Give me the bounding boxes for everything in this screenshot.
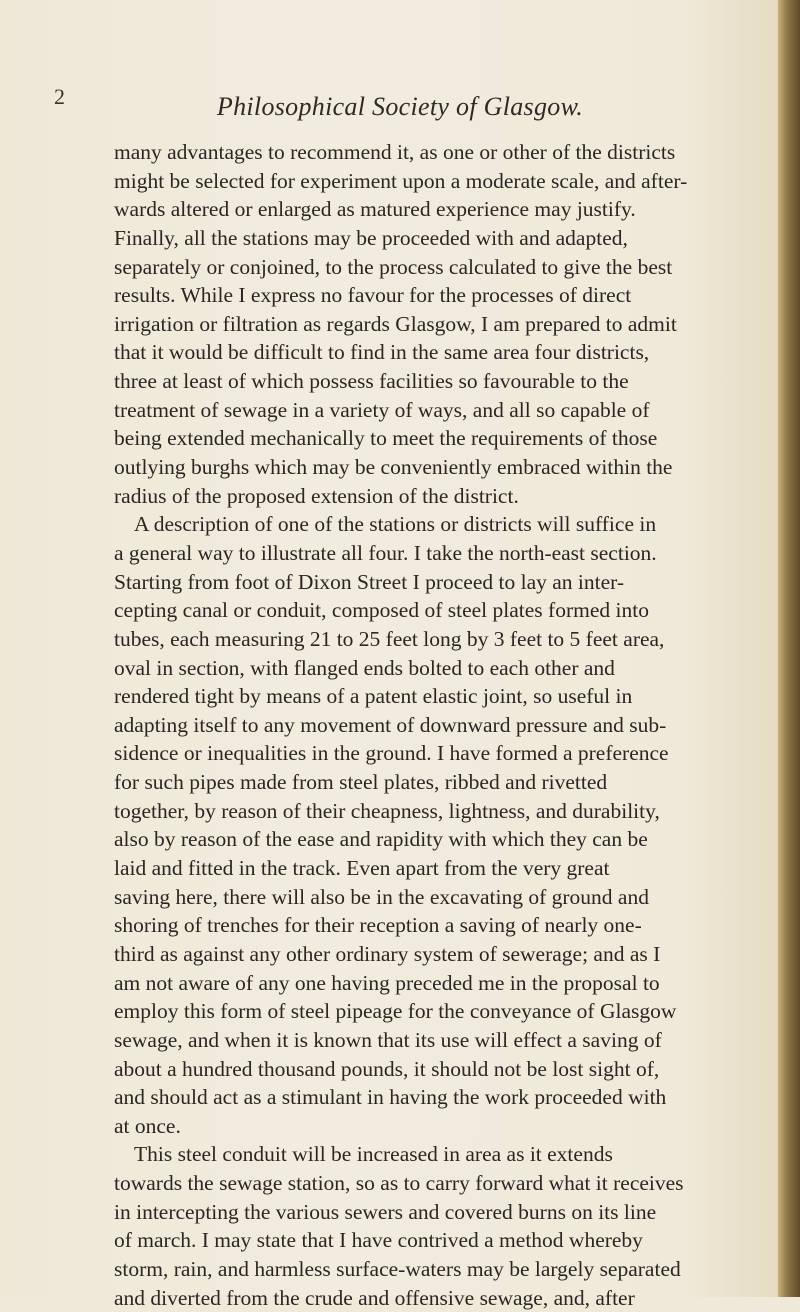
text-line: oval in section, with flanged ends bolted to each other and xyxy=(114,655,615,680)
text-line: adapting itself to any movement of downward pressure and sub- xyxy=(114,712,667,737)
text-line: and should act as a stimulant in having the work proceeded with xyxy=(114,1085,667,1110)
text-line: separately or conjoined, to the process calculated to give the best xyxy=(114,254,673,279)
text-line: sewage, and when it is known that its use will effect a saving of xyxy=(114,1027,662,1052)
text-line: towards the sewage station, so as to carry forward what it receives xyxy=(114,1171,684,1196)
text-line: irrigation or filtration as regards Glasgow, I am prepared to admit xyxy=(114,311,677,336)
text-line: three at least of which possess facilities so favourable to the xyxy=(114,369,629,394)
text-line: for such pipes made from steel plates, ribbed and rivetted xyxy=(114,770,608,795)
text-line: Starting from foot of Dixon Street I proceed to lay an inter- xyxy=(114,569,625,594)
paragraph-start-line: A description of one of the stations or districts will suffice in xyxy=(134,512,657,537)
text-line: tubes, each measuring 21 to 25 feet long by 3 feet to 5 feet area, xyxy=(114,626,665,651)
text-line: many advantages to recommend it, as one or other of the districts xyxy=(114,140,676,164)
text-line: storm, rain, and harmless surface-waters may be largely separated xyxy=(114,1256,681,1281)
text-line: of march. I may state that I have contrived a method whereby xyxy=(114,1228,643,1253)
text-line: laid and fitted in the track. Even apart from the very great xyxy=(114,856,610,881)
text-line: shoring of trenches for their reception a saving of nearly one- xyxy=(114,913,642,938)
text-line: a general way to illustrate all four. I take the north-east section. xyxy=(114,540,657,565)
text-line: being extended mechanically to meet the requirements of those xyxy=(114,426,658,451)
text-line: sidence or inequalities in the ground. I have formed a preference xyxy=(114,741,669,766)
text-line: also by reason of the ease and rapidity with which they can be xyxy=(114,827,648,852)
running-title: Philosophical Society of Glasgow. xyxy=(216,92,584,121)
paragraph-start-line: This steel conduit will be increased in area as it extends xyxy=(134,1142,613,1167)
text-line: rendered tight by means of a patent elastic joint, so useful in xyxy=(114,684,633,709)
text-line: at once. xyxy=(114,1113,181,1138)
text-line: results. While I express no favour for the processes of direct xyxy=(114,283,632,308)
text-line: in intercepting the various sewers and covered burns on its line xyxy=(114,1199,657,1224)
text-line: treatment of sewage in a variety of ways, and all so capable of xyxy=(114,397,650,422)
text-line: cepting canal or conduit, composed of steel plates formed into xyxy=(114,598,649,623)
text-line: might be selected for experiment upon a moderate scale, and after- xyxy=(114,168,688,193)
text-line: about a hundred thousand pounds, it should not be lost sight of, xyxy=(114,1056,660,1081)
text-line: saving here, there will also be in the excavating of ground and xyxy=(114,884,649,909)
page-number: 2 xyxy=(54,84,65,109)
text-line: Finally, all the stations may be proceeded with and adapted, xyxy=(114,225,628,250)
text-line: outlying burghs which may be conveniently embraced within the xyxy=(114,455,673,480)
text-line: together, by reason of their cheapness, lightness, and durability, xyxy=(114,798,660,823)
text-line: am not aware of any one having preceded me in the proposal to xyxy=(114,970,660,995)
text-line: radius of the proposed extension of the district. xyxy=(114,483,519,508)
body-text xyxy=(114,138,754,1312)
book-spine xyxy=(778,0,800,1297)
text-line: and diverted from the crude and offensive sewage, and, after xyxy=(114,1285,635,1310)
text-line: third as against any other ordinary system of sewerage; and as I xyxy=(114,941,661,966)
text-line: that it would be difficult to find in the same area four districts, xyxy=(114,340,650,365)
text-line: wards altered or enlarged as matured experience may justify. xyxy=(114,197,636,222)
text-line: employ this form of steel pipeage for the conveyance of Glasgow xyxy=(114,999,677,1024)
